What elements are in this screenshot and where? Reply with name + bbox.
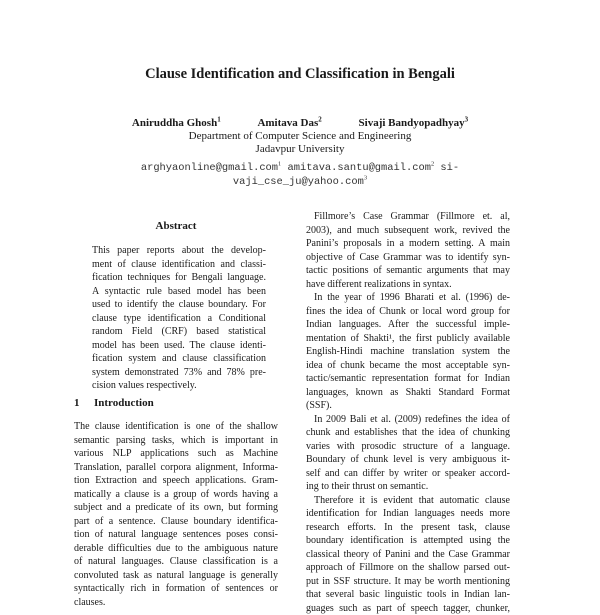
intro-line: part of a sentence. Clause boundary identifica- (74, 515, 278, 529)
abstract-heading: Abstract (74, 220, 278, 232)
text-line: tactic positions of semantic arguments that may (306, 264, 510, 278)
abstract-line: clause type identification a Conditional (92, 312, 266, 326)
text-line: that several basic linguistic tools in Indian lan- (306, 588, 510, 602)
intro-line: semantic parsing tasks, which is important in (74, 434, 278, 448)
intro-line: syntactically rich in formation of sentences or (74, 582, 278, 596)
text-line: put in SSF structure. It may be worth mentioning (306, 575, 510, 589)
introduction-body (74, 420, 278, 609)
abstract-line: fication techniques for Bengali language. (92, 271, 266, 285)
text-line: ing to their thrust on semantic. (306, 480, 510, 494)
affiliation-department: Department of Computer Science and Engineering (0, 130, 600, 143)
section-heading-introduction (74, 397, 278, 409)
abstract-line: system demonstrated 73% and 78% pre- (92, 366, 266, 380)
text-line: languages, known as Shakti Standard Format (306, 386, 510, 400)
intro-line: matically a clause is a group of words having a (74, 488, 278, 502)
text-line: Panini’s proposals in a modern setting. A main (306, 237, 510, 251)
text-line: boundary identification is attempted using the (306, 534, 510, 548)
intro-line: tion of natural language sentences poses consi- (74, 528, 278, 542)
text-line: Indian languages. After the successful imple- (306, 318, 510, 332)
abstract-line: used to identify the clause boundary. For (92, 298, 266, 312)
affiliation-university: Jadavpur University (0, 143, 600, 156)
text-line: guages such as part of speech tagger, chunker, (306, 602, 510, 615)
author-list (0, 117, 600, 129)
text-line: Fillmore’s Case Grammar (Fillmore et. al, (306, 210, 510, 224)
text-line: have different realizations in syntax. (306, 278, 510, 292)
paragraph (306, 494, 510, 615)
text-line: In the year of 1996 Bharati et al. (1996) de- (306, 291, 510, 305)
text-line: approach of Fillmore on the shallow parsed out- (306, 561, 510, 575)
intro-line: tion Extraction and speech applications. Gram- (74, 474, 278, 488)
text-line: objective of Case Grammar was to identify syn- (306, 251, 510, 265)
text-line: (SSF). (306, 399, 510, 413)
paragraph (306, 210, 510, 291)
abstract-line: ment of clause identification and classi- (92, 258, 266, 272)
intro-line: clauses. (74, 596, 278, 610)
author-3: Sivaji Bandyopadhyay$^3$ (359, 117, 469, 129)
intro-line: subject and a predicate of its own, but forming (74, 501, 278, 515)
text-line: In 2009 Bali et al. (2009) redefines the idea of (306, 413, 510, 427)
abstract-line: cision values respectively. (92, 379, 266, 393)
text-line: 2003), and much subsequent work, revived the (306, 224, 510, 238)
text-line: research efforts. In the present task, clause (306, 521, 510, 535)
text-line: identification for Indian languages needs more (306, 507, 510, 521)
text-line: Boundary of chunk level is very ambiguous it- (306, 453, 510, 467)
text-line: chunk and establishes that the idea of chunking (306, 426, 510, 440)
email-line-1: arghyaonline@gmail.com$^1$ amitava.santu@gmail.com$^2$ si- (60, 161, 540, 175)
author-2: Amitava Das$^2$ (257, 117, 321, 129)
intro-line: The clause identification is one of the shallow (74, 420, 278, 434)
text-line: fines the idea of Chunk or local word group for (306, 305, 510, 319)
abstract-line: This paper reports about the develop- (92, 244, 266, 258)
author-1: Aniruddha Ghosh$^1$ (132, 117, 221, 129)
text-line: self and can differ by writer or speaker accord- (306, 467, 510, 481)
text-line: tactic/semantic representation format for Indian (306, 372, 510, 386)
abstract-line: A syntactic rule based model has been (92, 285, 266, 299)
abstract-line: fication system and clause classification (92, 352, 266, 366)
intro-line: convoluted task as natural language is generally (74, 569, 278, 583)
affiliation (0, 130, 600, 156)
intro-line: of natural languages. Clause classification is a (74, 555, 278, 569)
intro-line: derable difficulties due to the ambiguous nature (74, 542, 278, 556)
paragraph (306, 291, 510, 413)
paper-title: Clause Identification and Classification in Bengali (0, 66, 600, 83)
email-list (60, 161, 540, 189)
text-line: mentation of Shakti¹, the first publicly available (306, 332, 510, 346)
intro-line: Translation, parallel corpora alignment, Informa- (74, 461, 278, 475)
email-line-2: vaji_cse_ju@yahoo.com$^3$ (60, 175, 540, 189)
section-number: 1 (74, 397, 94, 409)
abstract-line: random Field (CRF) based statistical (92, 325, 266, 339)
right-column (306, 210, 510, 615)
text-line: classical theory of Panini and the Case Grammar (306, 548, 510, 562)
paragraph (306, 413, 510, 494)
abstract-line: model has been used. The clause identi- (92, 339, 266, 353)
text-line: Therefore it is evident that automatic clause (306, 494, 510, 508)
text-line: idea of chunk became the most acceptable syn- (306, 359, 510, 373)
text-line: English-Hindi machine translation system the (306, 345, 510, 359)
intro-line: various NLP applications such as Machine (74, 447, 278, 461)
text-line: varies with prosodic structure of a language. (306, 440, 510, 454)
section-title: Introduction (94, 397, 154, 409)
abstract-body (92, 244, 266, 393)
